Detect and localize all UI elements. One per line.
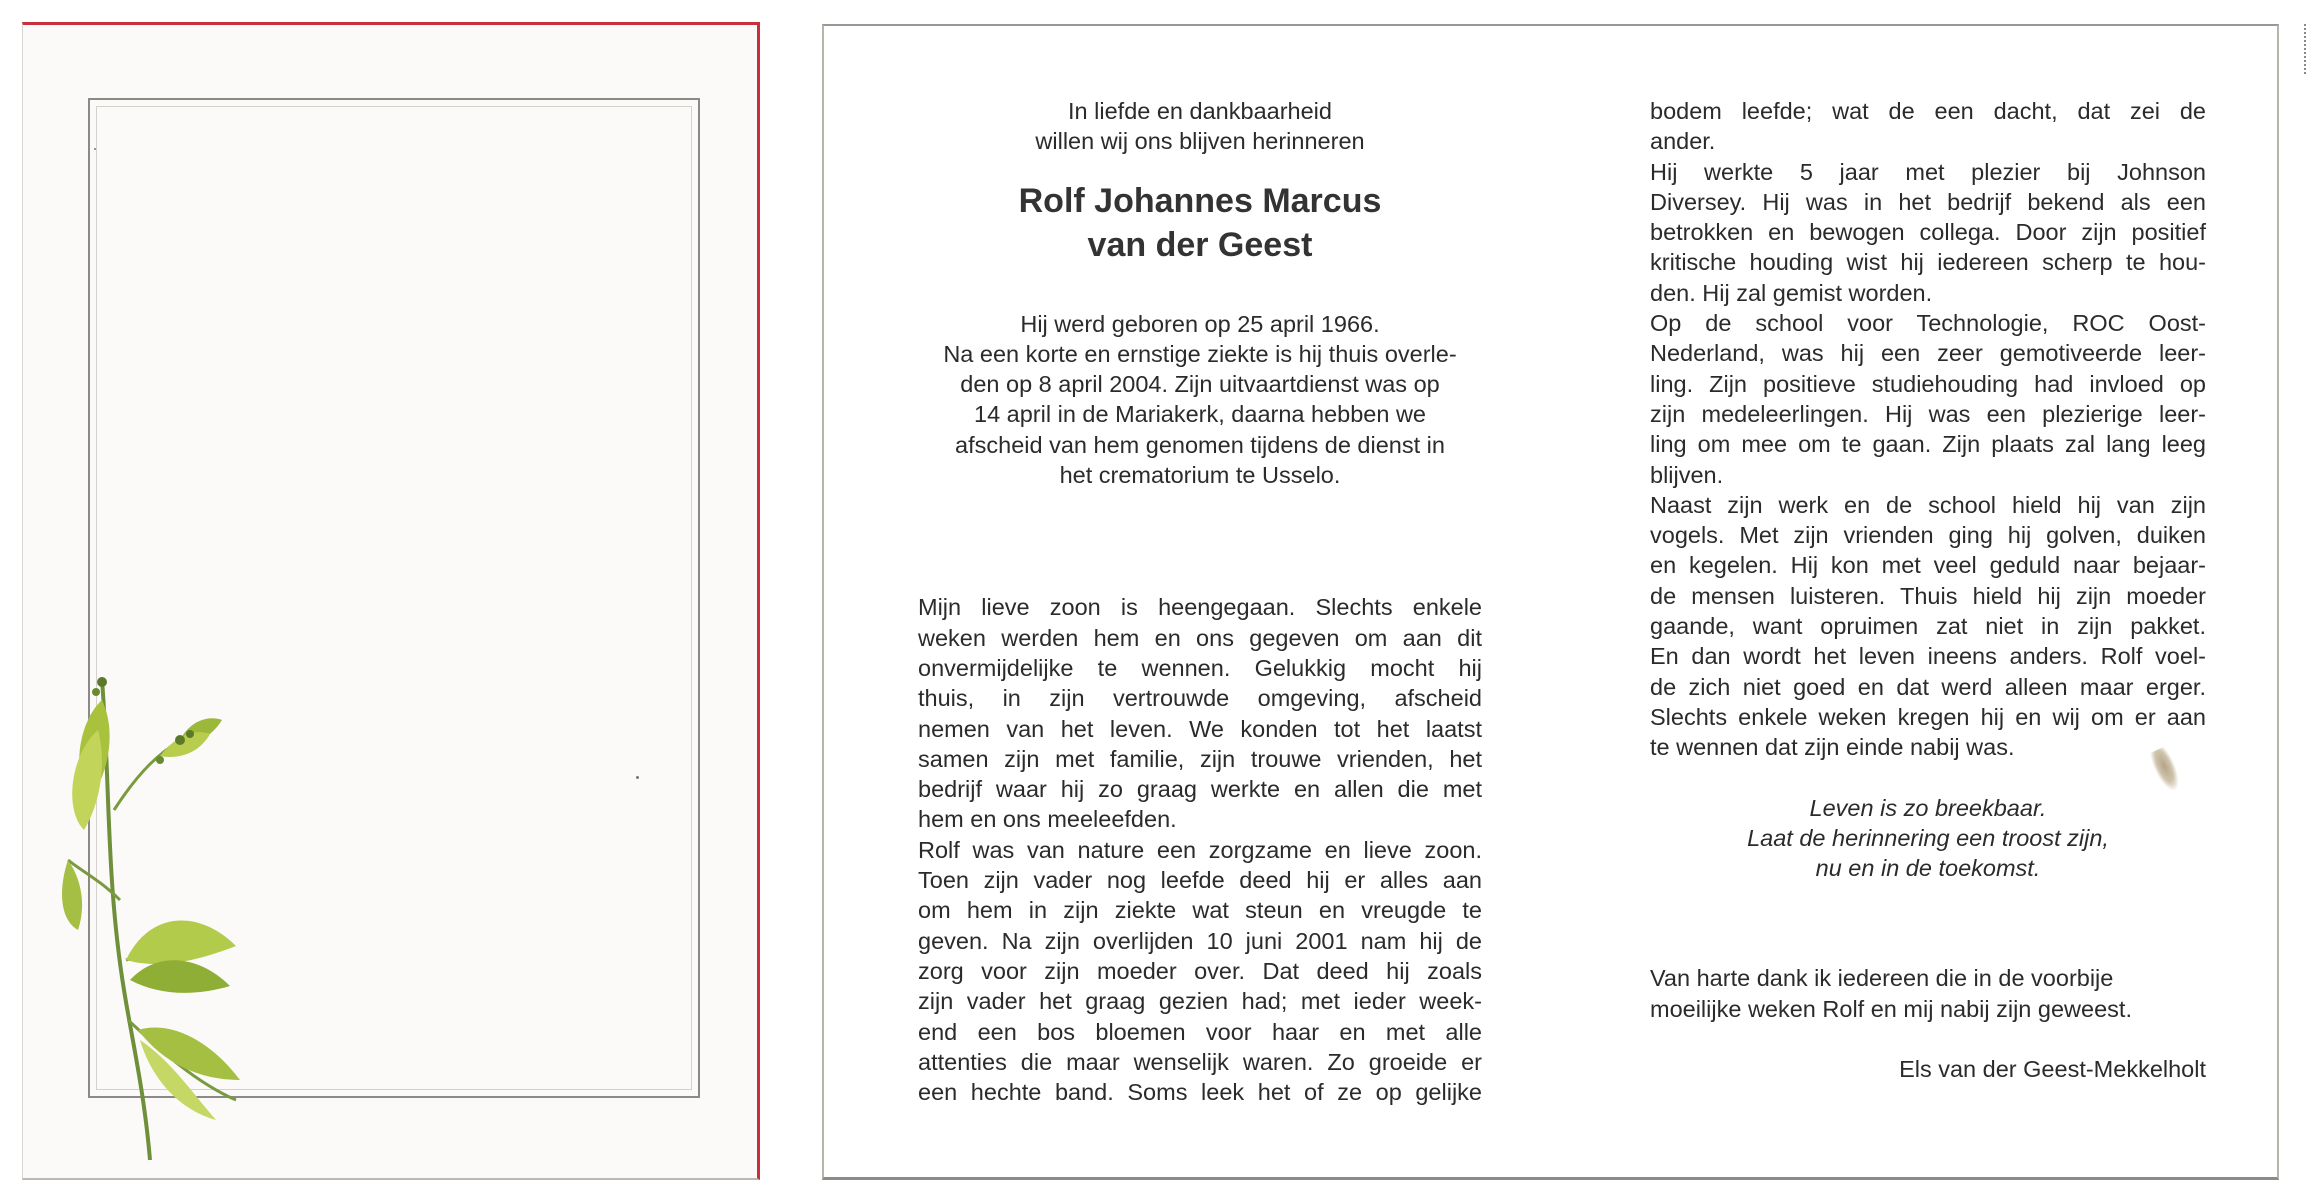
story-line: Diversey. Hij was in het bedrijf bekend als een <box>1650 188 2206 215</box>
story-line: Mijn lieve zoon is heengegaan. Slechts enkele <box>918 594 1482 621</box>
story-line: weken werden hem en ons gegeven om aan dit <box>918 624 1482 651</box>
story-line: bedrijf waar hij zo graag werkte en allen die met <box>918 776 1482 803</box>
story-line: de zich niet goed en dat werd alleen maar erger. <box>1650 673 2206 700</box>
story-text-right <box>1650 96 2206 763</box>
story-line: hem en ons meeleefden. <box>918 806 1177 833</box>
story-line: zijn medeleerlingen. Hij was een plezierige leer- <box>1650 400 2206 427</box>
story-line: Hij werkte 5 jaar met plezier bij Johnson <box>1650 158 2206 185</box>
deceased-name <box>918 179 1482 267</box>
story-line: kritische houding wist hij iedereen scherp te hou- <box>1650 249 2206 276</box>
story-line: nemen van het leven. We konden tot het laatst <box>918 715 1482 742</box>
story-line: te wennen dat zijn einde nabij was. <box>1650 734 2015 761</box>
story-line: zijn vader het graag gezien had; met ieder week- <box>918 988 1482 1015</box>
story-line: ling om mee om te gaan. Zijn plaats zal lang leeg <box>1650 431 2206 458</box>
intro-line: In liefde en dankbaarheid <box>1068 98 1332 124</box>
story-line: En dan wordt het leven ineens anders. Rolf voel- <box>1650 643 2206 670</box>
story-line: Slechts enkele weken kregen hij en wij om er aan <box>1650 703 2206 730</box>
life-facts <box>918 309 1482 491</box>
text-column-right <box>1650 96 2206 1084</box>
story-line: en kegelen. Hij kon met veel geduld naar bejaar- <box>1650 552 2206 579</box>
story-line: Toen zijn vader nog leefde deed hij er alles aan <box>918 867 1482 894</box>
name-line: Rolf Johannes Marcus <box>1018 181 1382 220</box>
story-line: blijven. <box>1650 461 1724 488</box>
story-line: de mensen luisteren. Thuis hield hij zijn moeder <box>1650 582 2206 609</box>
plant-icon <box>40 660 250 1180</box>
story-text-left <box>918 592 1482 1107</box>
text-column-left <box>918 96 1482 1107</box>
story-line: Op de school voor Technologie, ROC Oost- <box>1650 310 2206 337</box>
story-line: betrokken en bewogen collega. Door zijn positief <box>1650 219 2206 246</box>
facts-line: Hij werd geboren op 25 april 1966. <box>1020 310 1380 337</box>
story-line: ander. <box>1650 128 1716 155</box>
facts-line: het crematorium te Usselo. <box>1059 462 1341 489</box>
poem-line: nu en in de toekomst. <box>1815 855 2041 882</box>
story-line: Nederland, was hij een zeer gemotiveerde leer- <box>1650 340 2206 367</box>
story-line: een hechte band. Soms leek het of ze op gelijke <box>918 1079 1482 1106</box>
dust-speck <box>94 148 96 150</box>
story-line: om hem in zijn ziekte wat steun en vreugde te <box>918 897 1482 924</box>
story-line: onvermijdelijke te wennen. Gelukkig mocht hij <box>918 654 1482 681</box>
dust-speck <box>636 776 639 779</box>
thanks-text <box>1650 963 2206 1024</box>
poem-line: Laat de herinnering een troost zijn, <box>1747 824 2109 851</box>
story-line: bodem leefde; wat de een dacht, dat zei de <box>1650 98 2206 124</box>
story-line: Naast zijn werk en de school hield hij van zijn <box>1650 491 2206 518</box>
story-line: Rolf was van nature een zorgzame en lieve zoon. <box>918 836 1482 863</box>
signature: Els van der Geest-Mekkelholt <box>1899 1056 2206 1083</box>
facts-line: afscheid van hem genomen tijdens de dienst in <box>955 431 1445 458</box>
story-line: ling. Zijn positieve studiehouding had invloed op <box>1650 370 2206 397</box>
story-line: attenties die maar wenselijk waren. Zo groeide er <box>918 1048 1482 1075</box>
poem <box>1650 793 2206 884</box>
thanks-line: moeilijke weken Rolf en mij nabij zijn geweest. <box>1650 995 2132 1022</box>
facts-line: 14 april in de Mariakerk, daarna hebben we <box>974 401 1426 428</box>
story-line: gaande, want opruimen zat niet in zijn pakket. <box>1650 613 2206 640</box>
story-line: vogels. Met zijn vrienden ging hij golven, duiken <box>1650 522 2206 549</box>
poem-line: Leven is zo breekbaar. <box>1809 794 2047 821</box>
story-line: zorg voor zijn moeder over. Dat deed hij zoals <box>918 957 1482 984</box>
intro-line: willen wij ons blijven herinneren <box>1035 128 1365 155</box>
intro-text <box>918 96 1482 157</box>
facts-line: den op 8 april 2004. Zijn uitvaartdienst was op <box>960 371 1440 398</box>
story-line: samen zijn met familie, zijn trouwe vrienden, het <box>918 745 1482 772</box>
edge-mark <box>2304 24 2310 74</box>
thanks-line: Van harte dank ik iedereen die in de voorbije <box>1650 965 2114 992</box>
story-line: geven. Na zijn overlijden 10 juni 2001 nam hij de <box>918 927 1482 954</box>
story-line: end een bos bloemen voor haar en met alle <box>918 1018 1482 1045</box>
name-line: van der Geest <box>1087 225 1313 264</box>
facts-line: Na een korte en ernstige ziekte is hij thuis overle- <box>943 340 1457 367</box>
story-line: thuis, in zijn vertrouwde omgeving, afscheid <box>918 685 1482 712</box>
story-line: den. Hij zal gemist worden. <box>1650 279 1933 306</box>
